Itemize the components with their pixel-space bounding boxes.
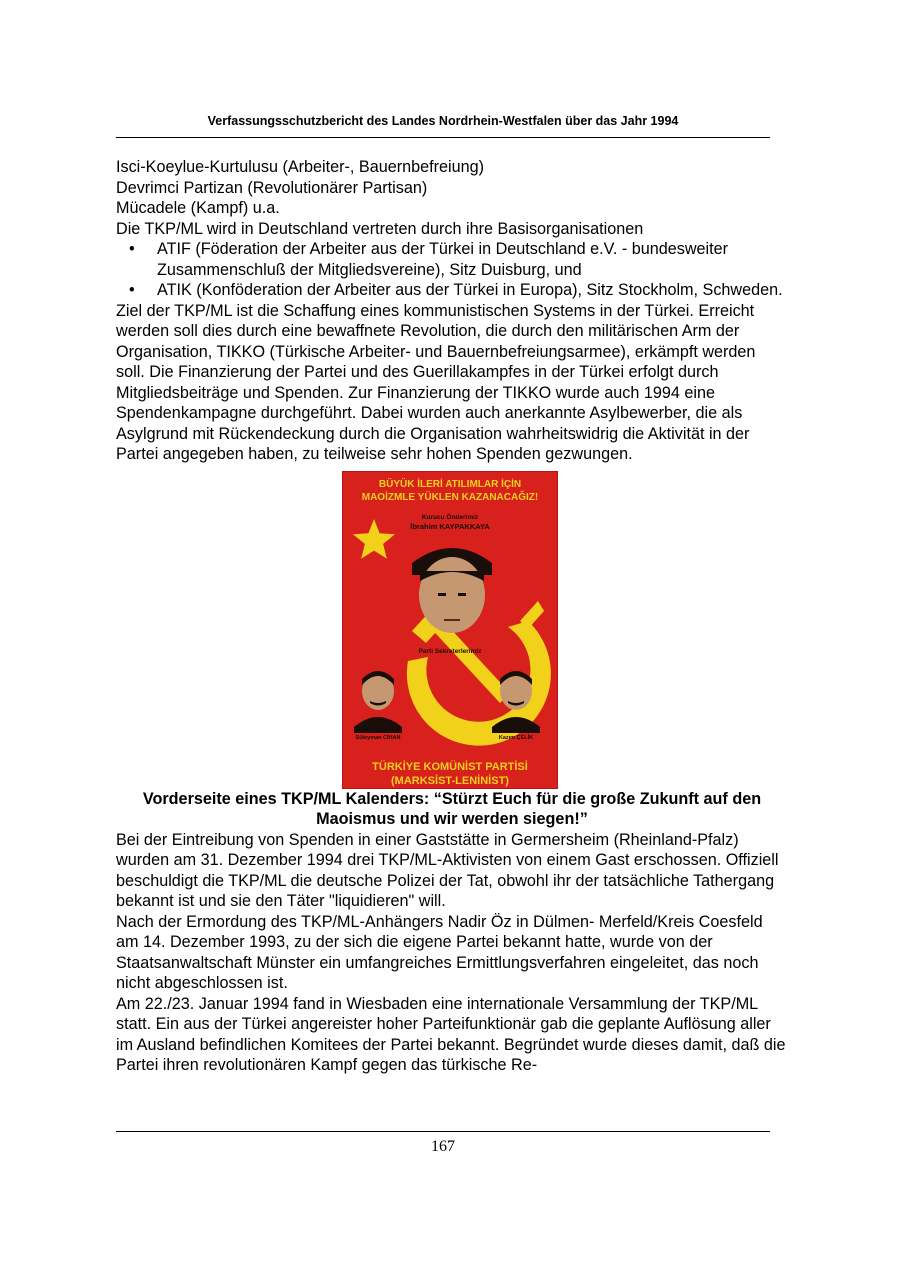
- list-item: [116, 239, 788, 280]
- figure-caption: Vorderseite eines TKP/ML Kalenders: “Stürzt Euch für die große Zukunft auf den Maoismus und wir werden siegen!”: [142, 789, 762, 828]
- text-line: Mücadele (Kampf) u.a.: [116, 199, 280, 217]
- page-number: 167: [431, 1138, 455, 1155]
- paragraph: Am 22./23. Januar 1994 fand in Wiesbaden eine internationale Versammlung der TKP/ML statt. Ein aus der Türkei angereister hoher Parteifunktionär gab die geplante Auflösung aller im Ausland befindlichen Komitees der Partei bekannt. Begründet wurde dieses damit, daß die Partei ihren revolutionären Kampf gegen das türkische Re-: [116, 994, 786, 1074]
- list-item-text: ATIF (Föderation der Arbeiter aus der Türkei in Deutschland e.V. - bundesweiter Zusammenschluß der Mitgliedsvereine), Sitz Duisburg, und: [157, 240, 729, 279]
- text-line: Isci-Koeylue-Kurtulusu (Arbeiter-, Bauernbefreiung): [116, 158, 484, 176]
- paragraph: Bei der Eintreibung von Spenden in einer Gaststätte in Germersheim (Rheinland-Pfalz) wurden am 31. Dezember 1994 drei TKP/ML-Aktivisten von einem Gast erschossen. Offiziell beschuldigt die TKP/ML die deutsche Polizei der Tat, obwohl ihr der tatsächliche Tathergang bekannt ist und sie den Täter "liquidieren" will.: [116, 830, 779, 910]
- bullet-icon: •: [129, 240, 135, 258]
- paragraph: Ziel der TKP/ML ist die Schaffung eines kommunistischen Systems in der Türkei. Erreicht werden soll dies durch eine bewaffnete Revolution, die durch den militärischen Arm der Organisation, TIKKO (Türkische Arbeiter- und Bauernbefreiungsarmee), erkämpft werden soll. Die Finanzierung der Partei und des Guerillakampfes in der Türkei erfolgt durch Mitgliedsbeiträge und Spenden. Zur Finanzierung der TIKKO wurde auch 1994 eine Spendenkampagne durchgeführt. Dabei wurden auch anerkannte Asylbewerber, die als Asylgrund mit Rückendeckung durch die Organisation wahrheitswidrig die Aktivität in der Partei angegeben haben, zu teilweise sehr hohen Spenden gezwungen.: [116, 301, 756, 463]
- poster-top-line-1: BÜYÜK İLERİ ATILIMLAR İÇİN: [378, 478, 522, 490]
- poster-top-line-2: MAOİZMLE YÜKLEN KAZANACAĞIZ!: [361, 491, 539, 503]
- page-header: Verfassungsschutzbericht des Landes Nordrhein-Westfalen über das Jahr 1994: [207, 114, 679, 128]
- poster-bottom-line-2: (MARKSİST-LENİNİST): [391, 774, 509, 787]
- organisation-list: [116, 239, 788, 301]
- poster-founder-line-2: İbrahim KAYPAKKAYA: [410, 521, 490, 531]
- header-rule: [116, 137, 770, 138]
- footer-rule: [116, 1131, 770, 1132]
- page-body: [116, 157, 788, 1076]
- poster-bottom-line-1: TÜRKİYE KOMÜNİST PARTİSİ: [372, 760, 528, 773]
- poster-middle-label: Parti Sekreterlerimiz: [418, 647, 482, 655]
- poster-right-name: Kazım ÇELİK: [498, 734, 534, 741]
- poster-left-name: Süleyman CİHAN: [355, 734, 401, 741]
- calendar-poster-image: [342, 471, 558, 789]
- bullet-icon: •: [129, 281, 135, 299]
- text-line: Devrimci Partizan (Revolutionärer Partisan): [116, 178, 428, 197]
- list-item: [116, 280, 788, 301]
- paragraph: Nach der Ermordung des TKP/ML-Anhängers Nadir Öz in Dülmen- Merfeld/Kreis Coesfeld am 14. Dezember 1993, zu der sich die eigene Partei bekannt hatte, wurde von der Staatsanwaltschaft Münster ein umfangreiches Ermittlungsverfahren eingeleitet, das noch nicht abgeschlossen ist.: [116, 912, 763, 992]
- list-item-text: ATIK (Konföderation der Arbeiter aus der Türkei in Europa), Sitz Stockholm, Schweden.: [157, 281, 783, 299]
- text-line: Die TKP/ML wird in Deutschland vertreten durch ihre Basisorganisationen: [116, 219, 644, 238]
- poster-founder-line-1: Kurucu Önderimiz: [421, 513, 479, 521]
